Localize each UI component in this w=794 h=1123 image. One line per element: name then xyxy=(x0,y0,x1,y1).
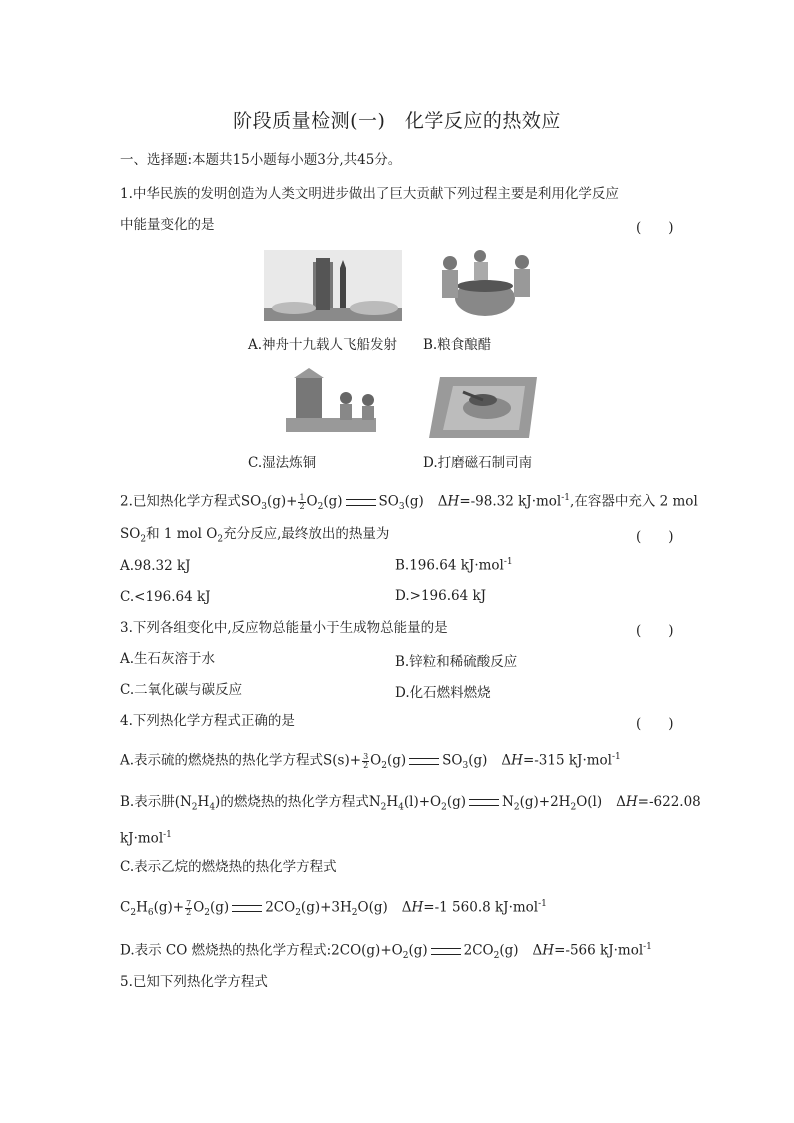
q3-option-b: B.锌粒和稀硫酸反应 xyxy=(395,654,518,670)
q1-option-d: D.打磨磁石制司南 xyxy=(423,455,533,471)
q2-option-b: B.196.64 kJ·mol$^{-1}$ xyxy=(395,557,513,574)
compass-sinan-image xyxy=(425,372,543,442)
rocket-launch-image xyxy=(264,250,402,321)
page-title: 阶段质量检测(一) 化学反应的热效应 xyxy=(233,110,561,132)
q1-option-c: C.湿法炼铜 xyxy=(248,455,317,471)
q2-stem-line1: 2.已知热化学方程式$SO_3(g)+$ $\frac{1}{2}$ $O_2(g)$ $SO_3(g)$ ΔH=-98.32 kJ·mol$^{-1}$,在容器中充入 2 mol xyxy=(120,492,698,513)
q3-option-a: A.生石灰溶于水 xyxy=(120,651,216,667)
copper-smelting-image xyxy=(276,368,388,438)
q4-option-b: B.表示肼$(N_2H_4)$的燃烧热的热化学方程式$N_2H_4(l)+O_2(g)$ $N_2(g)+2H_2O(l)$ ΔH=-622.08 xyxy=(120,794,701,813)
q5-stem: 5.已知下列热化学方程式 xyxy=(120,974,268,990)
q4-option-b-unit: kJ·mol$^{-1}$ xyxy=(120,830,172,847)
q1-option-b: B.粮食酿醋 xyxy=(423,337,492,353)
section-heading: 一、选择题:本题共15小题每小题3分,共45分。 xyxy=(120,152,402,168)
q4-option-d: D.表示 CO 燃烧热的热化学方程式$:2CO(g)+O_2(g)$ $2CO_2(g)$ ΔH=-566 kJ·mol$^{-1}$ xyxy=(120,942,652,962)
vinegar-brewing-image xyxy=(430,248,540,323)
q2-stem-line2: $SO_2$和 1 mol $O_2$充分反应,最终放出的热量为 xyxy=(120,526,390,545)
q1-option-a: A.神舟十九载人飞船发射 xyxy=(248,337,398,353)
q4-option-a: A.表示硫的燃烧热的热化学方程式S(s)+ $\frac{3}{2}$ $O_2(g)$ $SO_3(g)$ ΔH=-315 kJ·mol$^{-1}$ xyxy=(120,751,621,772)
q2-answer-blank: ( ) xyxy=(636,529,674,545)
q4-stem: 4.下列热化学方程式正确的是 xyxy=(120,713,295,729)
q2-option-c: C.<196.64 kJ xyxy=(120,589,211,605)
q1-stem-line1: 1.中华民族的发明创造为人类文明进步做出了巨大贡献下列过程主要是利用化学反应 xyxy=(120,186,619,202)
q4-option-c-equation: $C_2H_6(g)+$ $\frac{7}{2}$ $O_2(g)$ $2CO_2(g)+3H_2O(g)$ ΔH=-1 560.8 kJ·mol$^{-1}$ xyxy=(120,898,547,919)
q2-option-d: D.>196.64 kJ xyxy=(395,588,487,604)
q4-option-c-stem: C.表示乙烷的燃烧热的热化学方程式 xyxy=(120,859,337,875)
q3-answer-blank: ( ) xyxy=(636,623,674,639)
q3-stem: 3.下列各组变化中,反应物总能量小于生成物总能量的是 xyxy=(120,620,448,636)
q2-option-a: A.98.32 kJ xyxy=(120,558,191,574)
q1-answer-blank: ( ) xyxy=(636,220,674,236)
q4-answer-blank: ( ) xyxy=(636,716,674,732)
q1-stem-line2: 中能量变化的是 xyxy=(120,217,215,233)
q3-option-d: D.化石燃料燃烧 xyxy=(395,685,491,701)
q3-option-c: C.二氧化碳与碳反应 xyxy=(120,682,243,698)
